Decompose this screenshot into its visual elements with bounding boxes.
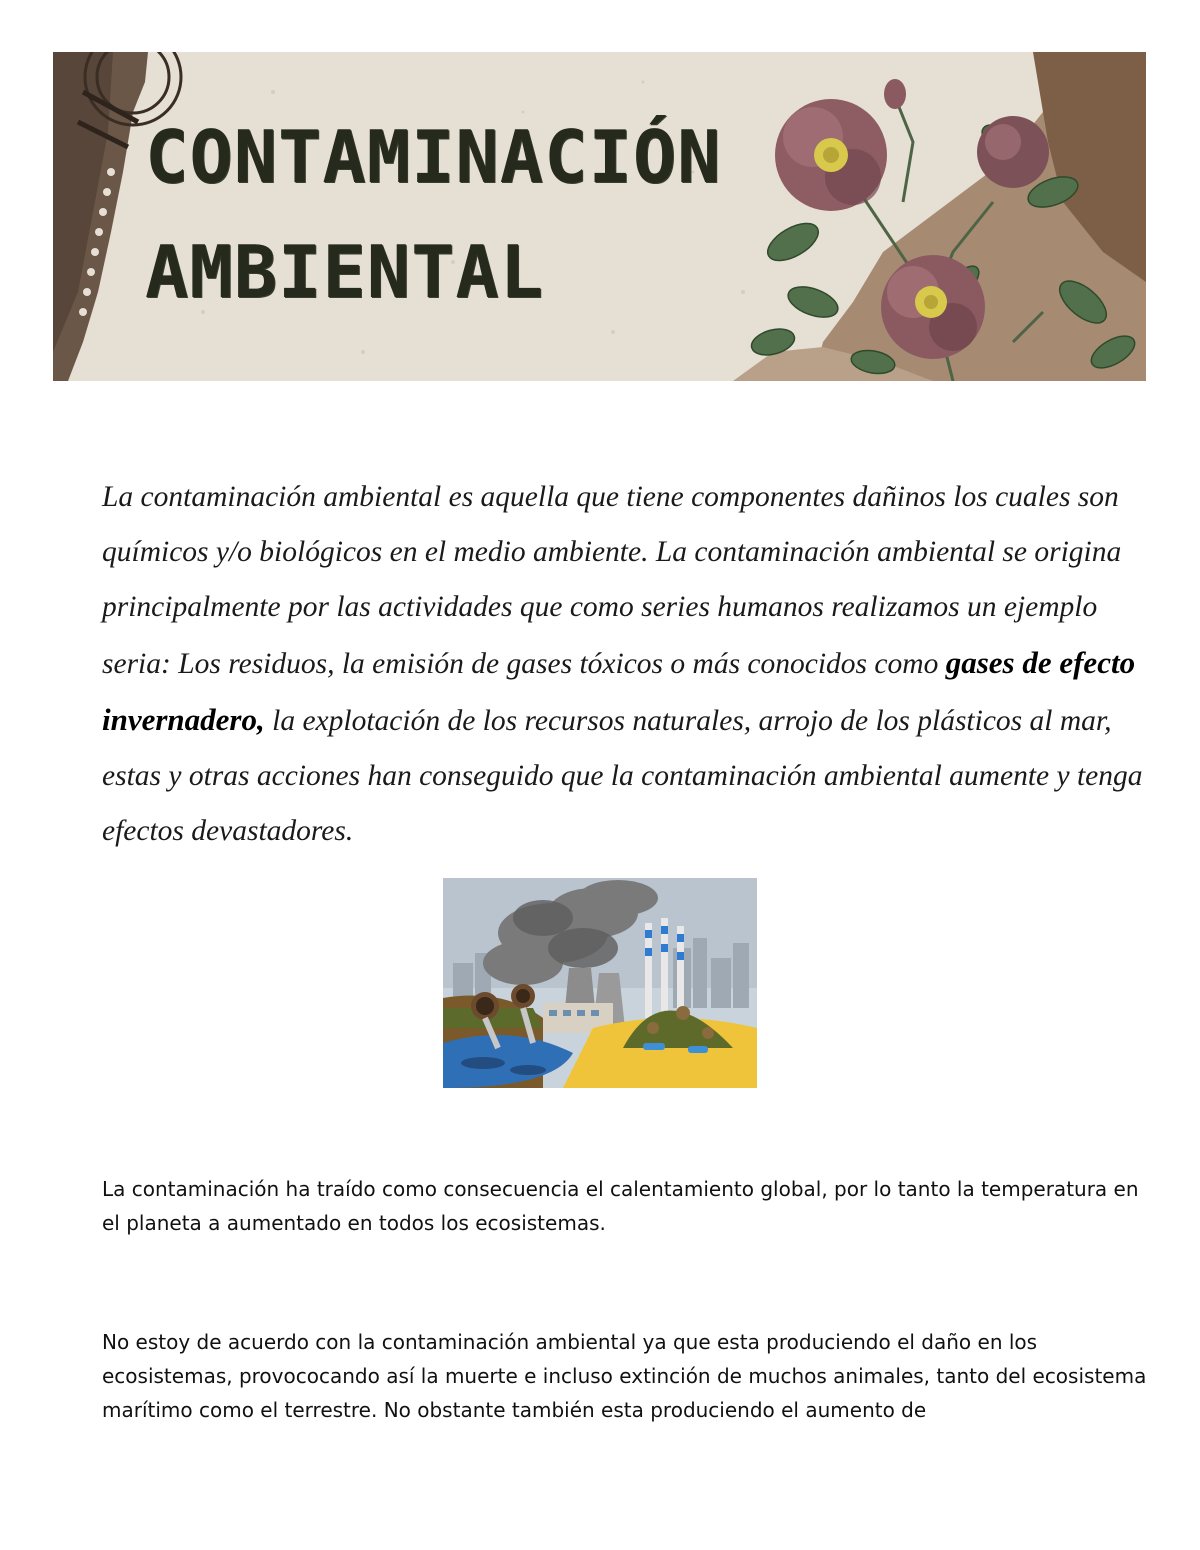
intro-text-start: La contaminación ambiental es aquella que tiene componentes dañinos los cuales son químicos y/o biológicos en el medio ambiente. La contaminación ambiental se origina principalmente por las actividades que como series humanos realizamos un ejemplo seria: Los residuos, la emisión de gases tóxicos o más conocidos como	[102, 481, 1122, 680]
page-title	[145, 100, 722, 330]
title-line-2: AMBIENTAL	[145, 230, 545, 314]
opinion-paragraph: No estoy de acuerdo con la contaminación ambiental ya que esta produciendo el daño en los ecosistemas, provococando así la muerte e incluso extinción de muchos animales, tanto del ecosistema marítimo como el terrestre. No obstante también esta produciendo el aumento de	[102, 1330, 1147, 1422]
global-warming-paragraph: La contaminación ha traído como consecuencia el calentamiento global, por lo tanto la temperatura en el planeta a aumentado en todos los ecosistemas.	[102, 1177, 1139, 1235]
intro-highlight: gases de efecto invernadero,	[102, 645, 1136, 737]
pollution-factory-illustration	[443, 878, 757, 1088]
intro-paragraph	[102, 470, 1152, 859]
title-line-1: CONTAMINACIÓN	[145, 115, 722, 199]
intro-text-end: la explotación de los recursos naturales, arrojo de los plásticos al mar, estas y otras acciones han conseguido que la contaminación ambiental aumente y tenga efectos devastadores.	[102, 705, 1143, 847]
header-banner	[53, 52, 1146, 381]
